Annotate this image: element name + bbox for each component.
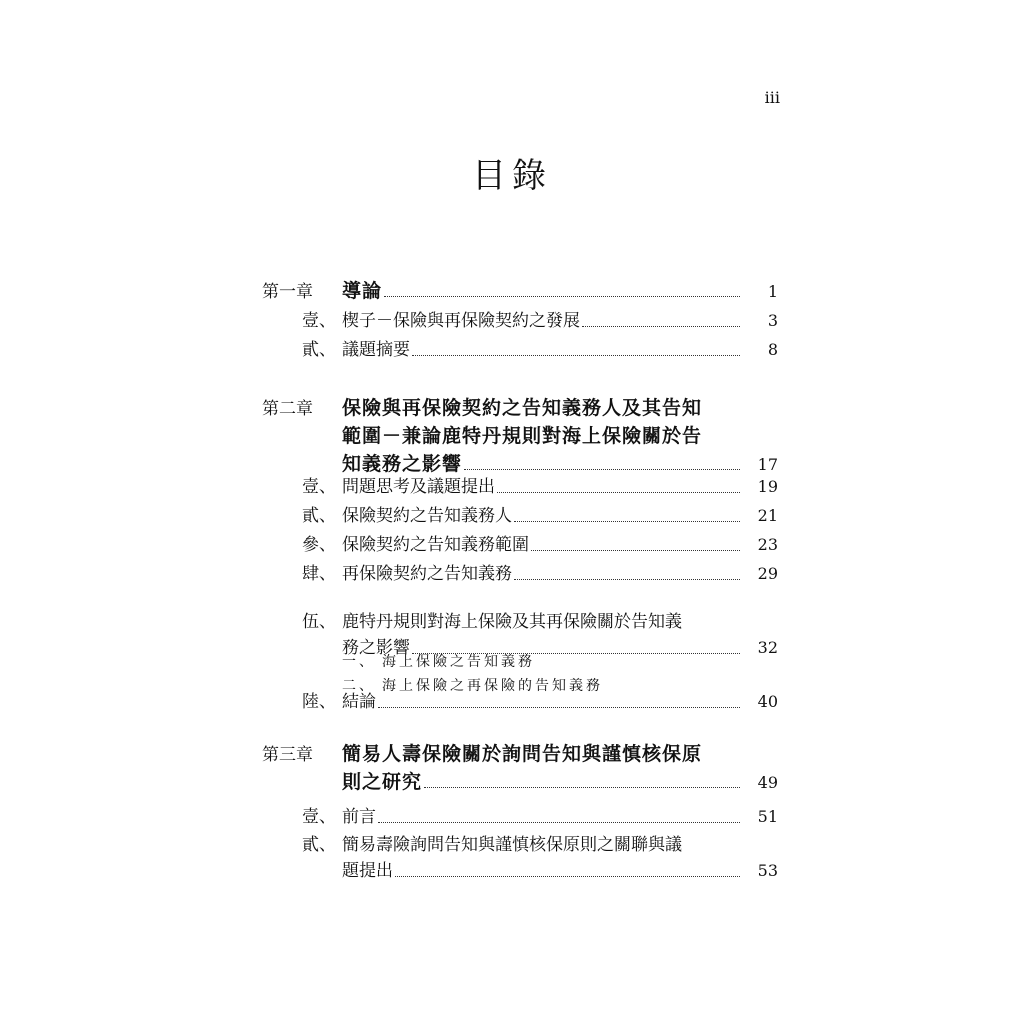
section-title-text: 再保險契約之告知義務: [342, 564, 512, 584]
section-title-line[interactable]: [342, 804, 742, 830]
dot-leader: [378, 821, 740, 823]
chapter-title-line[interactable]: 範圍－兼論鹿特丹規則對海上保險關於告: [342, 425, 703, 447]
section-title-line[interactable]: 鹿特丹規則對海上保險及其再保險關於告知義: [342, 612, 682, 632]
section-title-text: 保險契約之告知義務範圍: [342, 535, 529, 555]
chapter-title-text: 導論: [342, 280, 383, 302]
section-label: 壹、: [302, 807, 336, 827]
chapter-title-text: 則之研究: [342, 771, 423, 793]
section-title-line[interactable]: [342, 561, 742, 587]
section-page-number: 51: [757, 807, 778, 826]
chapter-title-line[interactable]: [342, 278, 742, 304]
dot-leader: [464, 468, 740, 470]
dot-leader: [384, 295, 740, 297]
subsection-label: 二、: [342, 678, 376, 694]
section-title-text: 務之影響: [342, 638, 410, 658]
dot-leader: [378, 706, 740, 708]
section-title-text: 問題思考及議題提出: [342, 477, 495, 497]
chapter-title-line[interactable]: [342, 769, 742, 795]
section-title-line[interactable]: 簡易壽險詢問告知與謹慎核保原則之關聯與議: [342, 835, 682, 855]
section-page-number: 8: [767, 340, 778, 359]
dot-leader: [531, 549, 740, 551]
chapter-title-line[interactable]: 保險與再保險契約之告知義務人及其告知: [342, 397, 703, 419]
section-label: 陸、: [302, 692, 336, 712]
section-title-text: 前言: [342, 807, 376, 827]
section-label: 貳、: [302, 340, 336, 360]
section-label: 伍、: [302, 612, 336, 632]
section-page-number: 19: [757, 477, 778, 496]
page-title: 目錄: [472, 156, 552, 196]
section-title-line[interactable]: [342, 503, 742, 529]
dot-leader: [582, 325, 740, 327]
section-page-number: 53: [757, 861, 778, 880]
chapter-title-line[interactable]: 簡易人壽保險關於詢問告知與謹慎核保原: [342, 743, 703, 765]
section-title-line[interactable]: [342, 689, 742, 715]
chapter-label: 第三章: [262, 745, 313, 765]
section-label: 貳、: [302, 835, 336, 855]
dot-leader: [424, 786, 740, 788]
section-title-text: 保險契約之告知義務人: [342, 506, 512, 526]
section-title-text: 題提出: [342, 861, 393, 881]
section-page-number: 32: [757, 638, 778, 657]
subsection-text: 海上保險之告知義務: [382, 654, 535, 670]
chapter-label: 第二章: [262, 399, 313, 419]
subsection-text: 海上保險之再保險的告知義務: [382, 678, 603, 694]
subsection-line[interactable]: [342, 649, 742, 675]
dot-leader: [412, 354, 740, 356]
section-page-number: 21: [757, 506, 778, 525]
section-title-text: 結論: [342, 692, 376, 712]
section-title-line[interactable]: [342, 308, 742, 334]
section-label: 參、: [302, 535, 336, 555]
section-page-number: 29: [757, 564, 778, 583]
section-title-text: 議題摘要: [342, 340, 410, 360]
section-title-line[interactable]: [342, 474, 742, 500]
section-title-text: 楔子－保險與再保險契約之發展: [342, 311, 580, 331]
dot-leader: [395, 875, 740, 877]
chapter-label: 第一章: [262, 282, 313, 302]
dot-leader: [497, 491, 740, 493]
section-title-line[interactable]: [342, 858, 742, 884]
chapter-page-number: 49: [757, 773, 778, 792]
section-page-number: 40: [757, 692, 778, 711]
section-label: 貳、: [302, 506, 336, 526]
subsection-label: 一、: [342, 654, 376, 670]
dot-leader: [514, 578, 740, 580]
section-page-number: 3: [767, 311, 778, 330]
section-label: 壹、: [302, 477, 336, 497]
page-number: iii: [764, 88, 780, 107]
chapter-page-number: 17: [757, 455, 778, 474]
section-page-number: 23: [757, 535, 778, 554]
dot-leader: [514, 520, 740, 522]
section-label: 壹、: [302, 311, 336, 331]
chapter-title-text: 知義務之影響: [342, 453, 463, 475]
section-title-line[interactable]: [342, 337, 742, 363]
chapter-page-number: 1: [767, 282, 778, 301]
section-title-line[interactable]: [342, 532, 742, 558]
section-label: 肆、: [302, 564, 336, 584]
